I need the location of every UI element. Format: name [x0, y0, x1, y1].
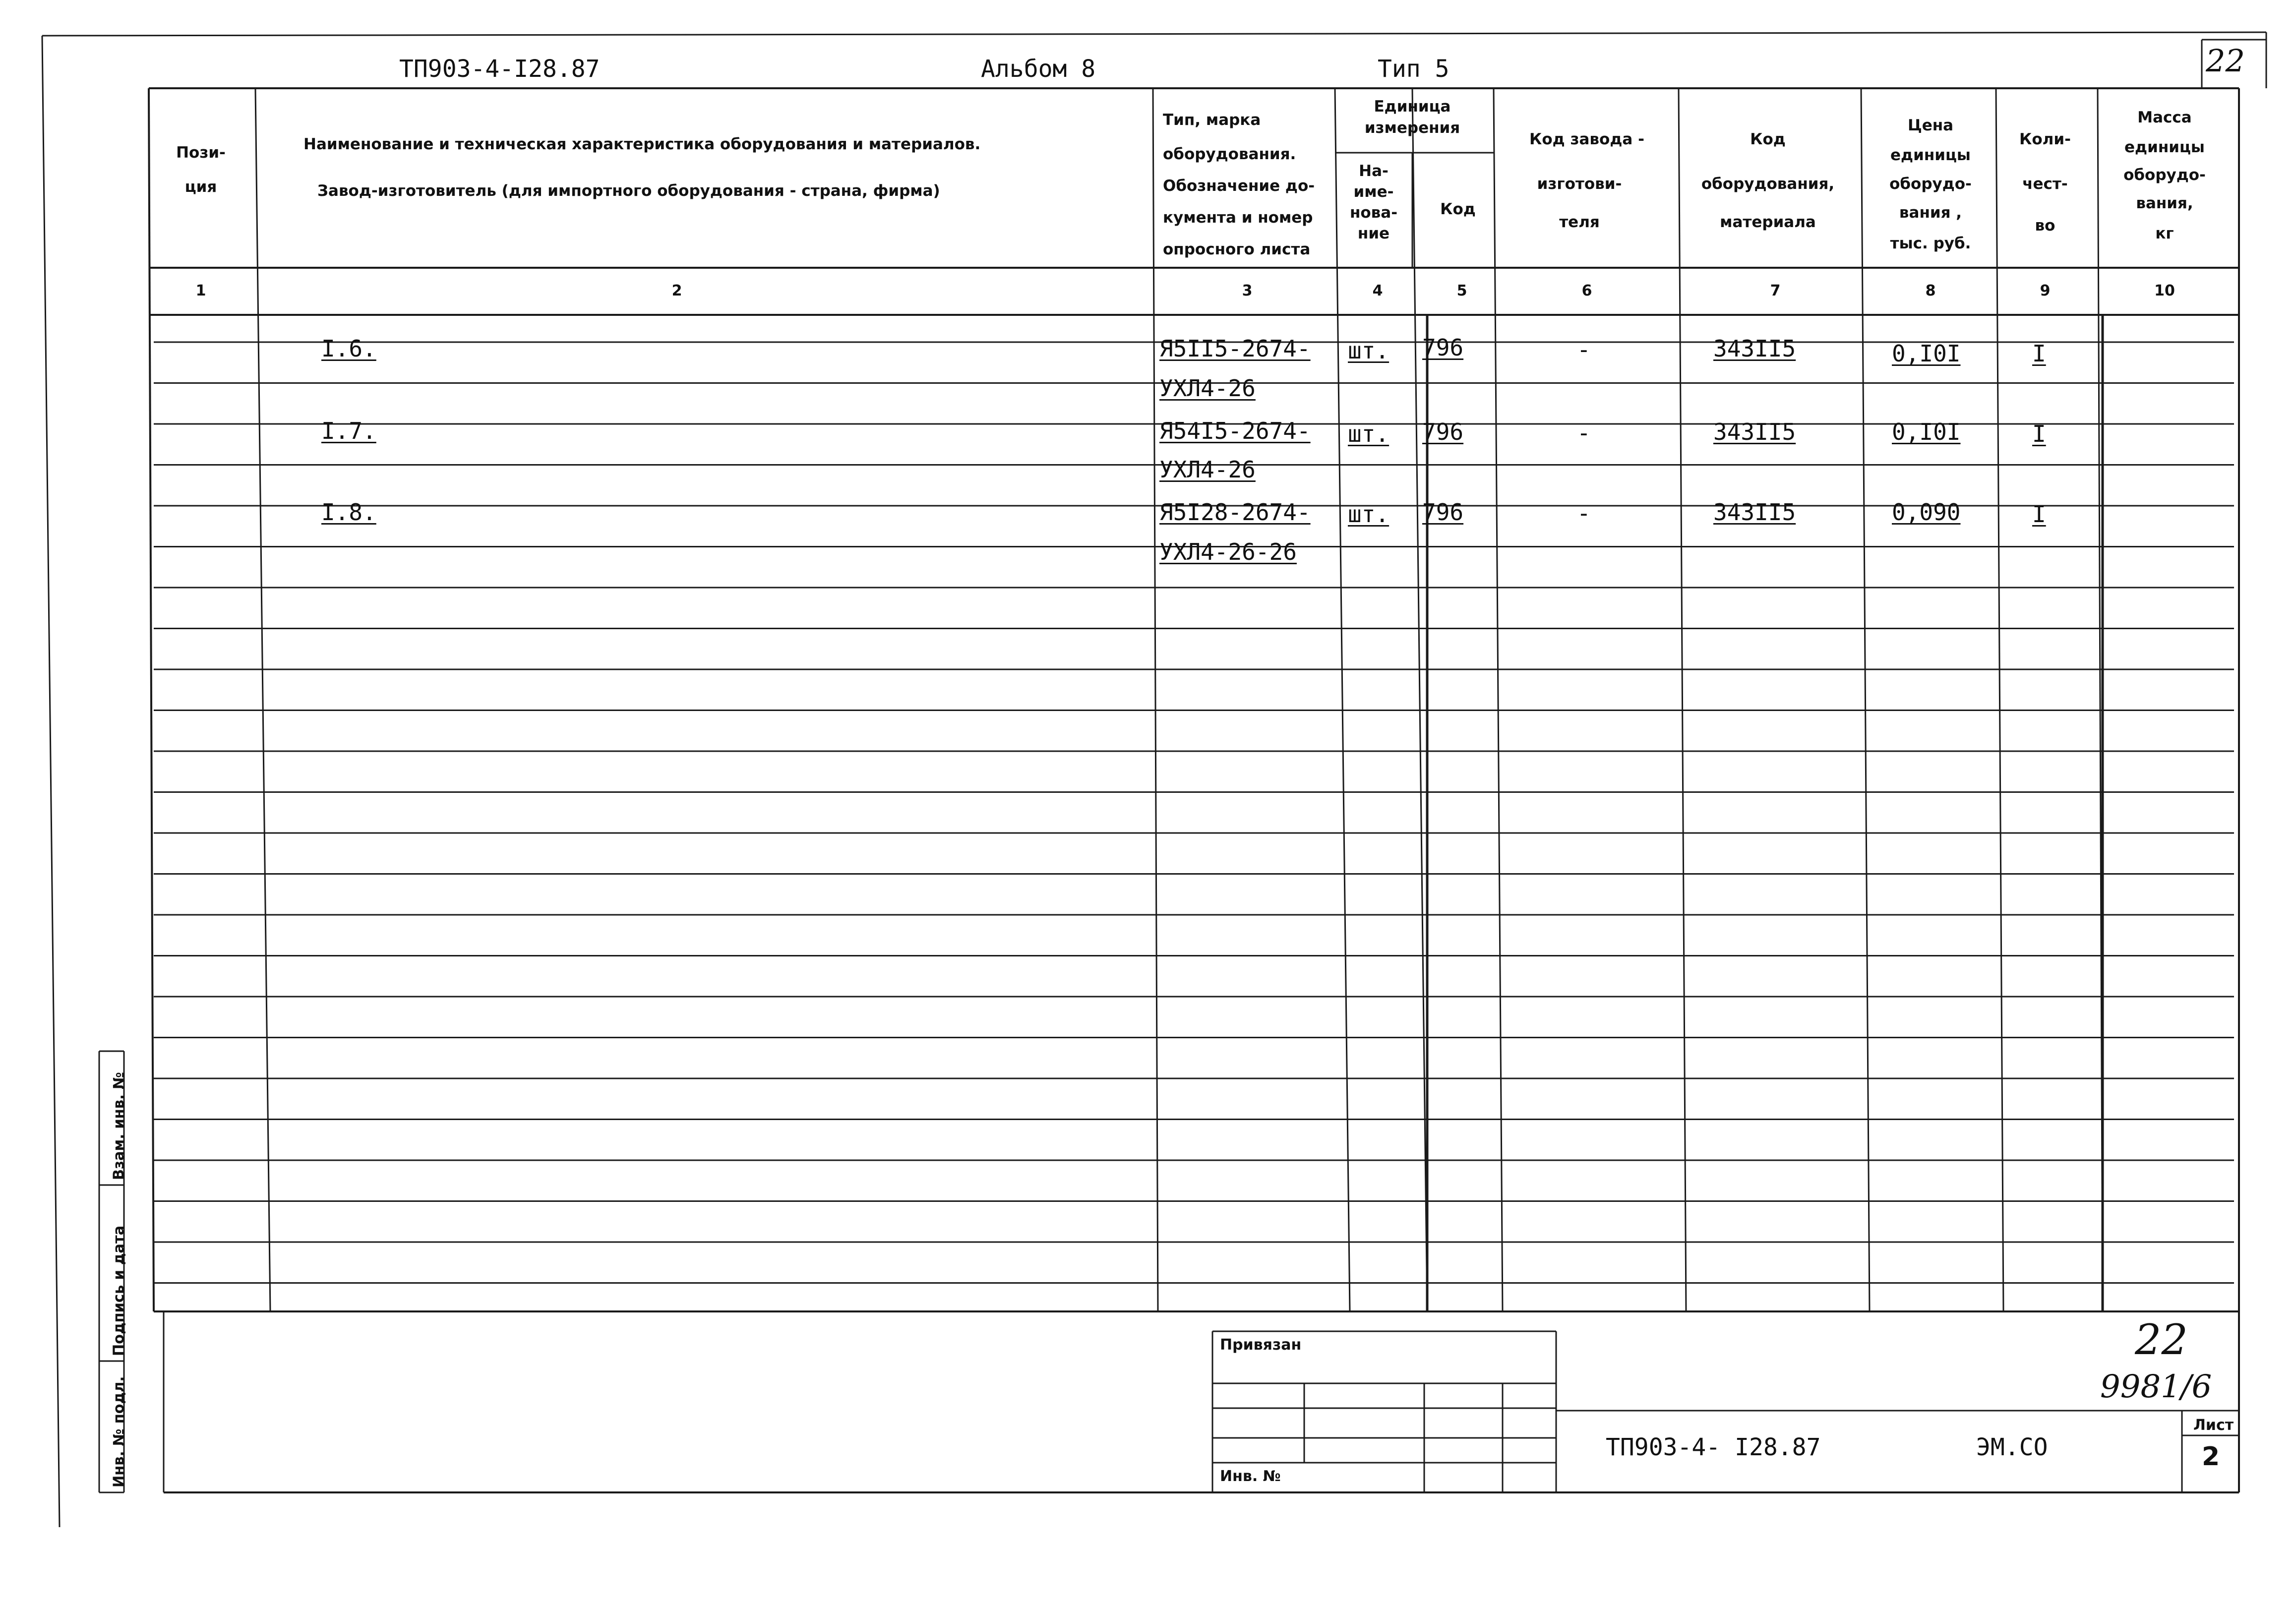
col10-header-line5: кг — [2155, 225, 2174, 242]
archive-number: 9981/6 — [2100, 1368, 2212, 1405]
col9-header-line1: Коли- — [2019, 130, 2071, 148]
col2-header-line1: Наименование и техническая характеристика оборудования и материалов. — [303, 135, 981, 153]
row1-unit: шт. — [1348, 337, 1390, 364]
colnum-8: 8 — [1925, 282, 1936, 299]
row2-type-line1: Я54I5-2674- — [1159, 417, 1311, 444]
col10-header-line4: вания, — [2136, 194, 2193, 212]
header-album: Альбом 8 — [981, 55, 1096, 83]
side-stamp-replacement-inv: Взам. инв. № — [110, 1071, 127, 1180]
col10-header-line2: единицы — [2124, 138, 2205, 156]
col3-header-line3: Обозначение до- — [1163, 177, 1315, 195]
row3-unit-code: 796 — [1422, 499, 1464, 526]
colnum-2: 2 — [671, 282, 682, 299]
inv-no-label: Инв. № — [1220, 1468, 1281, 1485]
sheet-number: 2 — [2202, 1442, 2220, 1472]
sheet-frame-top — [42, 32, 2266, 36]
col8-header-line3: оборудо- — [1889, 175, 1972, 193]
column-line — [1494, 88, 1503, 1311]
title-block-mark: ЭМ.СО — [1976, 1433, 2048, 1461]
unit-group-header-line1: Единица — [1374, 98, 1451, 116]
row2-price: 0,I0I — [1892, 418, 1961, 445]
col3-header-line5: опросного листа — [1163, 240, 1311, 258]
row3-type-line2: УХЛ4-26-26 — [1159, 538, 1297, 565]
col10-header-line1: Масса — [2137, 109, 2192, 126]
row1-quantity: I — [2032, 340, 2046, 367]
sheet-label: Лист — [2193, 1417, 2234, 1434]
col7-header-line2: оборудования, — [1701, 175, 1835, 193]
col7-header-line3: материала — [1720, 213, 1816, 231]
row1-unit-code: 796 — [1422, 334, 1464, 361]
row2-factory-code: - — [1577, 419, 1591, 446]
column-line — [149, 88, 154, 1311]
col5-header: Код — [1440, 200, 1476, 218]
col1-header-line2: ция — [184, 178, 217, 196]
colnum-5: 5 — [1456, 282, 1467, 299]
row3-item: I.8. — [321, 499, 376, 526]
column-line — [1679, 88, 1686, 1311]
sheet-frame-left — [42, 36, 60, 1527]
side-stamp-signature-date: Подпись и дата — [110, 1225, 127, 1356]
col3-header-line1: Тип, марка — [1163, 111, 1261, 129]
col4-header-line1: На- — [1359, 162, 1389, 180]
col4-header-line3: нова- — [1349, 204, 1398, 222]
column-line — [1861, 88, 1870, 1311]
colnum-9: 9 — [2040, 282, 2051, 299]
col4-header-line4: ние — [1357, 225, 1390, 242]
colnum-3: 3 — [1242, 282, 1253, 299]
colnum-7: 7 — [1770, 282, 1781, 299]
row2-equipment-code: 343II5 — [1713, 418, 1796, 445]
col9-header-line2: чест- — [2022, 175, 2068, 193]
row2-unit-code: 796 — [1422, 418, 1464, 445]
colnum-10: 10 — [2154, 282, 2175, 299]
col8-header-line1: Цена — [1907, 117, 1954, 134]
column-line — [1335, 88, 1350, 1311]
column-line — [1412, 88, 1427, 1311]
privyazan-label: Привязан — [1220, 1336, 1302, 1354]
header-doc-code: ТП903-4-I28.87 — [399, 55, 600, 83]
row1-type-line2: УХЛ4-26 — [1159, 375, 1256, 402]
row1-item: I.6. — [321, 335, 376, 362]
col6-header-line1: Код завода - — [1529, 130, 1644, 148]
col1-header-line1: Пози- — [176, 144, 226, 162]
side-stamp-original-inv: Инв. № подл. — [110, 1376, 127, 1487]
row3-unit: шт. — [1348, 501, 1390, 528]
column-line — [255, 88, 270, 1311]
unit-group-header-line2: измерения — [1364, 119, 1460, 137]
col8-header-line2: единицы — [1890, 146, 1971, 164]
column-line — [1996, 88, 2003, 1311]
col9-header-line3: во — [2035, 217, 2055, 235]
col7-header-line1: Код — [1750, 130, 1786, 148]
row3-equipment-code: 343II5 — [1713, 499, 1796, 526]
handwritten-number: 22 — [2135, 1315, 2188, 1364]
row3-price: 0,090 — [1892, 499, 1961, 526]
colnum-6: 6 — [1581, 282, 1592, 299]
col3-header-line4: кумента и номер — [1163, 209, 1313, 227]
colnum-1: 1 — [195, 282, 206, 299]
col6-header-line3: теля — [1559, 213, 1600, 231]
col4-header-line2: име- — [1353, 183, 1394, 201]
row2-type-line2: УХЛ4-26 — [1159, 456, 1256, 483]
col8-header-line5: тыс. руб. — [1890, 235, 1971, 252]
page-number: 22 — [2206, 43, 2245, 79]
row3-quantity: I — [2032, 501, 2046, 528]
row1-equipment-code: 343II5 — [1713, 335, 1796, 362]
col2-header-line2: Завод-изготовитель (для импортного оборудования - страна, фирма) — [317, 182, 940, 200]
row1-factory-code: - — [1577, 336, 1591, 363]
row1-type-line1: Я5II5-2674- — [1159, 335, 1311, 362]
row3-type-line1: Я5I28-2674- — [1159, 499, 1311, 526]
col10-header-line3: оборудо- — [2123, 166, 2206, 184]
row3-factory-code: - — [1577, 500, 1591, 527]
col3-header-line2: оборудования. — [1163, 145, 1296, 163]
row2-quantity: I — [2032, 420, 2046, 447]
row2-item: I.7. — [321, 417, 376, 444]
title-block-doc-code: ТП903-4- I28.87 — [1606, 1433, 1821, 1461]
colnum-4: 4 — [1372, 282, 1383, 299]
col8-header-line4: вания , — [1899, 204, 1962, 222]
row1-price: 0,I0I — [1892, 340, 1961, 367]
row2-unit: шт. — [1348, 420, 1390, 447]
col6-header-line2: изготови- — [1537, 175, 1622, 193]
header-type: Тип 5 — [1378, 55, 1450, 83]
column-line — [1153, 88, 1158, 1311]
